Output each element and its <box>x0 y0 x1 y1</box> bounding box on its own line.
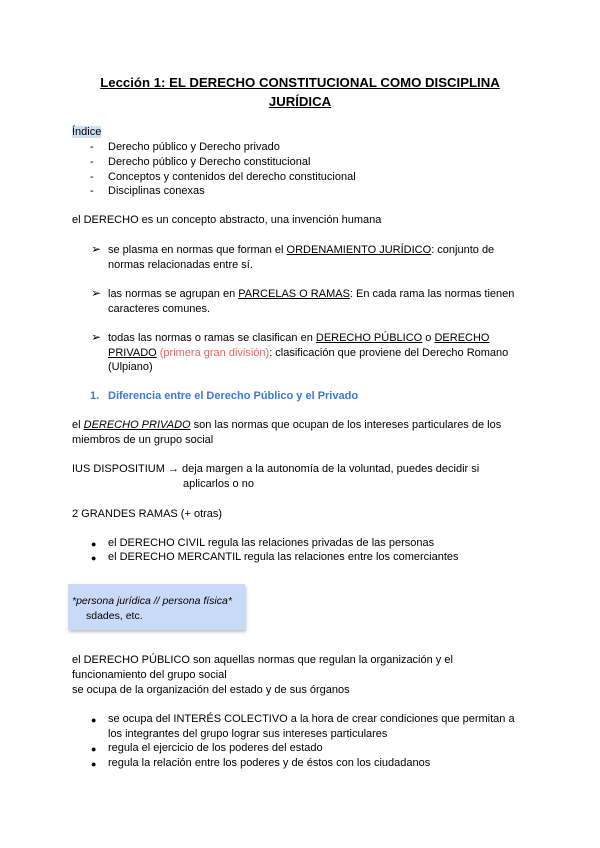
list-item: el DERECHO MERCANTIL regula las relaciones entre los comerciantes <box>108 551 459 563</box>
list-item: el DERECHO CIVIL regula las relaciones privadas de las personas <box>108 537 435 549</box>
publico-line2: funcionamiento del grupo social <box>72 669 227 681</box>
index-item: Derecho público y Derecho privado <box>108 141 280 153</box>
derecho-publico-term: DERECHO PÚBLICO <box>315 332 423 344</box>
ramas-heading: 2 GRANDES RAMAS (+ otras) <box>72 508 223 520</box>
privado-pre: el <box>72 419 84 431</box>
sticky-note-line2: sdades, etc. <box>86 610 143 622</box>
publico-line1: el DERECHO PÚBLICO son aquellas normas que regulan la organización y el <box>72 654 453 666</box>
derecho-term: DERECHO <box>434 332 490 344</box>
bullet-icon: ● <box>91 759 97 769</box>
sticky-note-line1: *persona jurídica // persona física* <box>72 595 232 607</box>
section-1-heading: Diferencia entre el Derecho Público y el Privado <box>108 390 359 402</box>
index-item: Disciplinas conexas <box>108 185 205 197</box>
arrow-item-1-post: : conjunto de <box>431 244 495 256</box>
privado-term: PRIVADO <box>108 347 157 359</box>
arrow-item-3-pre: todas las normas o ramas se clasifican en <box>108 332 316 344</box>
bullet-icon: ● <box>91 744 97 754</box>
index-dash: - <box>90 185 94 197</box>
index-dash: - <box>90 141 94 153</box>
arrow-item-2 <box>108 287 514 301</box>
arrow-item-3-post: : clasificación que proviene del Derecho Romano <box>269 347 509 359</box>
primera-gran-division-note: (primera gran división) <box>156 347 270 359</box>
arrow-item-2-pre: las normas se agrupan en <box>108 288 239 300</box>
arrow-item-3-line2 <box>108 346 508 360</box>
list-item: regula la relación entre los poderes y de éstos con los ciudadanos <box>108 757 431 769</box>
parcelas-ramas-term: PARCELAS O RAMAS <box>238 288 350 300</box>
sticky-note <box>68 584 245 630</box>
ius-line2: aplicarlos o no <box>183 478 254 490</box>
privado-post: son las normas que ocupan de los intereses particulares de los <box>190 419 502 431</box>
bullet-icon: ● <box>91 715 97 725</box>
page-title-line2: JURÍDICA <box>268 94 332 109</box>
index-dash: - <box>90 171 94 183</box>
ius-line1: IUS DISPOSITIUM → deja margen a la autonomía de la voluntad, puedes decidir si <box>72 463 480 475</box>
arrow-bullet-icon: ➢ <box>91 242 102 256</box>
index-heading <box>72 125 101 139</box>
arrow-item-3-line3: (Ulpiano) <box>108 361 153 373</box>
index-dash: - <box>90 156 94 168</box>
privado-line1 <box>72 418 501 432</box>
arrow-bullet-icon: ➢ <box>91 286 102 300</box>
bullet-icon: ● <box>91 539 97 549</box>
arrow-item-3-mid: o <box>422 332 435 344</box>
index-heading-text: Índice <box>72 126 102 138</box>
derecho-privado-term: DERECHO PRIVADO <box>83 419 191 431</box>
bullet-icon: ● <box>91 553 97 563</box>
index-item: Conceptos y contenidos del derecho constitucional <box>108 171 356 183</box>
privado-line2: miembros de un grupo social <box>72 434 214 446</box>
arrow-item-1-line2: normas relacionadas entre sí. <box>108 259 253 271</box>
section-1-number: 1. <box>90 390 100 402</box>
arrow-item-2-line2: caracteres comunes. <box>108 303 211 315</box>
arrow-item-2-post: : En cada rama las normas tienen <box>349 288 515 300</box>
index-item: Derecho público y Derecho constitucional <box>108 156 311 168</box>
list-item: se ocupa del INTERÉS COLECTIVO a la hora de crear condiciones que permitan a <box>108 713 515 725</box>
arrow-item-1-pre: se plasma en normas que forman el <box>108 244 287 256</box>
arrow-item-1 <box>108 243 494 257</box>
arrow-bullet-icon: ➢ <box>91 330 102 344</box>
publico-line3: se ocupa de la organización del estado y de sus órganos <box>72 684 350 696</box>
arrow-item-3 <box>108 331 489 345</box>
ordenamiento-juridico-term: ORDENAMIENTO JURÍDICO <box>286 244 432 256</box>
intro-text: el DERECHO es un concepto abstracto, una invención humana <box>72 214 382 226</box>
page-title-line1: Lección 1: EL DERECHO CONSTITUCIONAL COMO DISCIPLINA <box>100 75 500 90</box>
list-item-continuation: los integrantes del grupo lograr sus intereses particulares <box>108 728 388 740</box>
list-item: regula el ejercicio de los poderes del estado <box>108 742 323 754</box>
